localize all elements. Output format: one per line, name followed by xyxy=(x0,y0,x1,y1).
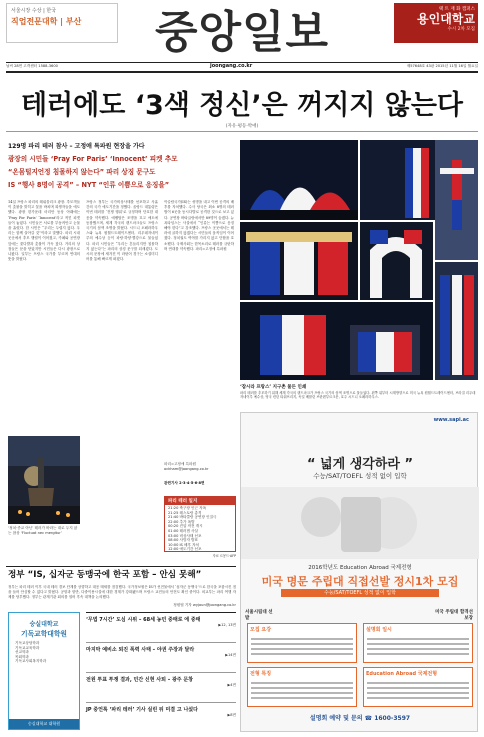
story-related[interactable]: 관련기사 2·3·4·5·6·8면 xyxy=(164,481,205,485)
timeline-entry: 03:00 비상사태 선포 xyxy=(168,533,202,538)
ad-quote: “ 넓게 생각하라 ” xyxy=(306,457,413,472)
timeline-entry: 22:00 추가 폭발 xyxy=(168,519,195,524)
left-ad[interactable] xyxy=(6,3,118,43)
headline-divider xyxy=(6,131,478,132)
brief-item[interactable] xyxy=(86,672,236,702)
timeline-footnote: 자료 르몽드·AFP xyxy=(212,554,236,558)
sejong-ad-item: 선교학과 xyxy=(15,650,29,655)
sejong-ad-item: 기독교상담학과 xyxy=(15,641,40,645)
landmark-photos-illustration xyxy=(240,140,478,380)
timeline-entry: 10:00 IS 배후 자처 xyxy=(168,542,200,547)
right-ad[interactable] xyxy=(394,3,478,43)
lower-headline[interactable]: 정부 “IS, 십자군 동맹국에 한국 포함 – 안심 못해” xyxy=(8,570,202,580)
ad-sub: 수능/SAT/TOEFL 성적 없이 입학 xyxy=(313,472,407,480)
brief-item[interactable] xyxy=(86,642,236,672)
timeline-entry: 21:20 축구장 인근 자폭 xyxy=(168,506,207,510)
timeline-entry: 01:00 테러범 사살 xyxy=(168,528,198,533)
landmark-caption-title: ‘잠시라 프랑스’ 지구촌 물든 인쇄 xyxy=(240,385,307,390)
ad-left-label: 서울시립대 선발 xyxy=(245,610,273,621)
ad-box-4-title: Education Abroad 국제전형 xyxy=(366,671,438,677)
ad-small: 2016학년도 Education Abroad 국제전형 xyxy=(308,565,412,571)
right-ad-name: 용인대학교 xyxy=(417,12,475,26)
sejong-ad-line2: 기독교학대학원 xyxy=(21,630,67,638)
brief-page: ▶14면 xyxy=(225,653,236,657)
timeline-header: 파리 테러 일지 xyxy=(165,497,235,505)
ad-right-label: 미국 주립대 합격선 보장 xyxy=(435,610,473,621)
story-lede-3: IS “행사 8명이 공격” – NYT “인류 이쁨으로 응징을” xyxy=(8,181,170,189)
ad-box-1-title: 모집 요강 xyxy=(250,627,272,633)
university-ad[interactable] xyxy=(240,412,478,732)
sejong-ad-item: 목회학과 xyxy=(15,654,29,659)
right-ad-badge: 택 트 재 화 캠퍼스 xyxy=(438,7,475,12)
landmark-caption: 파리 테러를 추모하기 위해 세계 각국의 랜드마크가 프랑스 국기의 삼색 조명으로 물들었다. 왼쪽 위부터 시계방향으로 미국 뉴욕 원월드트레이드센터, 브라질 리우데자네이루 예수상, 영국 런던 타워브리지, 독일 베를린 브란덴부르크문, 호주 시드니 오페라하우스. xyxy=(240,391,476,400)
masthead-left-meta: 날씨 28면 고객센터 1588-3600 xyxy=(6,64,58,68)
headline-sub: (자유·평등·박애) xyxy=(225,124,259,129)
paris-photo-caption: ‘정치·종교 아닌’ 테러가 바라는 대로 두지 않는 참상 ‘Fluctuat nec mergitur’ xyxy=(8,526,78,535)
brief-page: ▶4면 xyxy=(227,683,236,687)
ad-box-2-title: 설명회 일시 xyxy=(366,627,392,633)
story-lede-2: “온몸털지언정 침몰하지 않는다” 파리 상징 문구도 xyxy=(8,168,156,176)
sejong-ad-item: 기독교교육학과 xyxy=(15,645,40,650)
story-kicker: 129명 파리 테러 참사 – 고정애 특파원 현장을 가다 xyxy=(8,143,145,150)
brief-text: ‘무법 7시간’ 도심 시위 – 68세 농민 중태로 에 중태 xyxy=(86,617,201,623)
lower-story-text: 정부는 파리 테러 이후 국내 테러 경보 단계를 상향하고 대응 태세를 점검했다. 국가정보원은 IS가 선전물에서 ‘십자군 동맹국’으로 한국을 포함시킨 점을 들어 안심할 수 없다고 밝혔다. 공항과 항만, 다중이용시설에 대한 경계가 강화됐으며 프랑스 교민들의 안전도 확인 중이다. 외교부는 파리 여행 자제를 당부했다. 정부는 관계기관 회의를 열어 후속 대책을 논의했다. xyxy=(8,585,236,600)
ad-illustration xyxy=(241,487,479,559)
brief-item[interactable] xyxy=(86,702,236,730)
ad-box-3[interactable] xyxy=(247,667,357,707)
timeline-entry: 21:40 바타클랑 공연장 인질극 xyxy=(168,515,217,520)
brief-text: 마지막 예비소 퇴진 폭력 사태 – 야권 주장과 달라 xyxy=(86,647,195,653)
brief-text: 전원 투표 투쟁 결과, 민간 신현 사퇴 – 광주 문창 xyxy=(86,677,194,683)
sejong-ad-foot: 숭실대학교 대학원 xyxy=(9,719,79,729)
masthead-url[interactable]: joongang.co.kr xyxy=(210,63,253,69)
left-ad-line2: 직업전문대학 | 부산 xyxy=(11,17,82,26)
brief-item[interactable] xyxy=(86,612,236,642)
ad-box-2[interactable] xyxy=(363,623,473,663)
ad-box-1[interactable] xyxy=(247,623,357,663)
ad-box-4[interactable] xyxy=(363,667,473,707)
ad-url[interactable]: www.sapi.ac xyxy=(433,417,469,423)
sejong-ad[interactable] xyxy=(8,612,80,730)
ad-box-3-title: 전형 특징 xyxy=(250,671,272,677)
ad-footer[interactable]: 설명회 예약 및 문의 ☎ 1600-3597 xyxy=(309,715,411,722)
story-lede-1: 광장의 시민들 ‘Pray For Paris’ ‘Innocent’ 피켓 추모 xyxy=(8,155,178,163)
story-column-2: 프랑스 정부는 국가비상사태를 선포하고 사흘간의 국가 애도기간을 정했다. 올랑드 대통령은 이번 테러를 ‘전쟁 행위’로 규정하며 단호한 대응을 약속했다. 에펠탑은 조명을 끄고 애도에 동참했으며, 세계 각국의 랜드마크들도 프랑스 국기의 삼색 조명을 밝혔다. 시드니 오페라하우스와 뉴욕 원월드트레이드센터, 리우데자네이루의 예수상 등이 파랑·하양·빨강으로 물들었다. 파리 시민들은 “우리는 흔들리지만 침몰하지 않는다”는 파리의 상징 문구를 되새겼다. 도시의 문장에 새겨진 이 라틴어 경구는 소셜미디어를 통해 빠르게 퍼졌다. xyxy=(86,200,158,262)
masthead-rule-bottom xyxy=(6,71,478,73)
news-briefs xyxy=(86,612,236,732)
timeline-box xyxy=(164,496,236,552)
brief-page: ▶8면 xyxy=(227,713,236,717)
lower-divider xyxy=(6,566,236,567)
paris-photo-illustration xyxy=(8,436,80,524)
brief-text: JP 중언록 ‘파리 테러’ 기사 실린 뒤 미결 고 나섰다 xyxy=(86,707,198,713)
ad-graphic xyxy=(241,487,479,559)
timeline-entry: 12:00 애도기간 선포 xyxy=(168,547,202,552)
brief-page: ▶12, 13면 xyxy=(218,623,236,627)
sejong-ad-item: 기독교사회복지학과 xyxy=(15,659,47,664)
lower-byline[interactable]: 정원엽 기자 wyjoun@joongang.co.kr xyxy=(173,603,236,607)
right-ad-sub: 수시 2차 모집 xyxy=(447,27,475,32)
masthead xyxy=(0,0,484,76)
masthead-title[interactable]: 중앙일보 xyxy=(154,7,329,58)
landmark-photo-grid xyxy=(240,140,478,380)
left-ad-line1: 서울시장 수상 | 한국 xyxy=(11,8,57,14)
main-headline[interactable]: 테러에도 ‘3색 정신’은 꺼지지 않는다 xyxy=(20,90,464,121)
sejong-ad-line1: 숭실대학교 xyxy=(29,621,59,628)
ad-sub2: 수능/SAT/TOEFL 성적 없이 입학 xyxy=(324,590,396,596)
story-column-3: 이슬람국가(IS)는 성명을 내고 이번 공격의 배후를 자처했다. 수사 당국은 최소 8명의 테러범이 6곳을 동시다발로 공격한 것으로 보고 있다. 공연장 바타클랑에서만 89명이 숨졌다. 뉴욕타임스는 사설에서 “인류는 이쁨으로 응징해야 한다”고 강조했다. 프랑스 곳곳에서는 테러에 굴하지 않겠다는 시민들의 움직임이 이어졌다. 정치권도 여야를 가리지 않고 단합을 호소했다. 국제사회는 한목소리로 테러를 규탄하며 연대를 약속했다. 파리=고정애 특파원 xyxy=(164,200,234,251)
timeline-entry: 00:20 진압 작전 개시 xyxy=(168,524,203,529)
masthead-date: 제57648호 43판 2015년 11월 16일 월요일 xyxy=(406,64,478,68)
timeline-entry: 21:25 레스토랑 총격 xyxy=(168,510,202,515)
timeline-entry: 08:00 사망자 발표 xyxy=(168,538,198,543)
story-column-1: 14일 프랑스 파리의 레퓌블리크 광장. 추모객들이 촛불을 밝히고 꽃을 바치며 희생자들을 애도했다. 광장 한가운데 마리안 동상 아래에는 ‘Pray For Paris’ ‘Innocent’라고 적힌 피켓들이 놓였다. 시민들은 서로를 부둥켜안고 눈물을 흘렸다. 한 시민은 “우리는 두렵지 않다. 우리는 함께 살아갈 것”이라고 말했다. 파리 시내 곳곳에서 추모 행렬이 이어졌고, 카페와 공연장 앞에는 꽃다발과 촛불이 가득 찼다. 거리의 상점들은 문을 닫았지만 시민들은 다시 광장으로 나왔다. 일부는 프랑스 국가를 부르며 연대의 뜻을 밝혔다. xyxy=(8,200,80,262)
paris-photo xyxy=(8,436,80,524)
story-byline[interactable]: 파리=고정애 특파원 ockham@joongang.co.kr xyxy=(164,462,209,471)
ad-title: 미국 명문 주립대 직접선발 정시1차 모집 xyxy=(261,575,459,588)
